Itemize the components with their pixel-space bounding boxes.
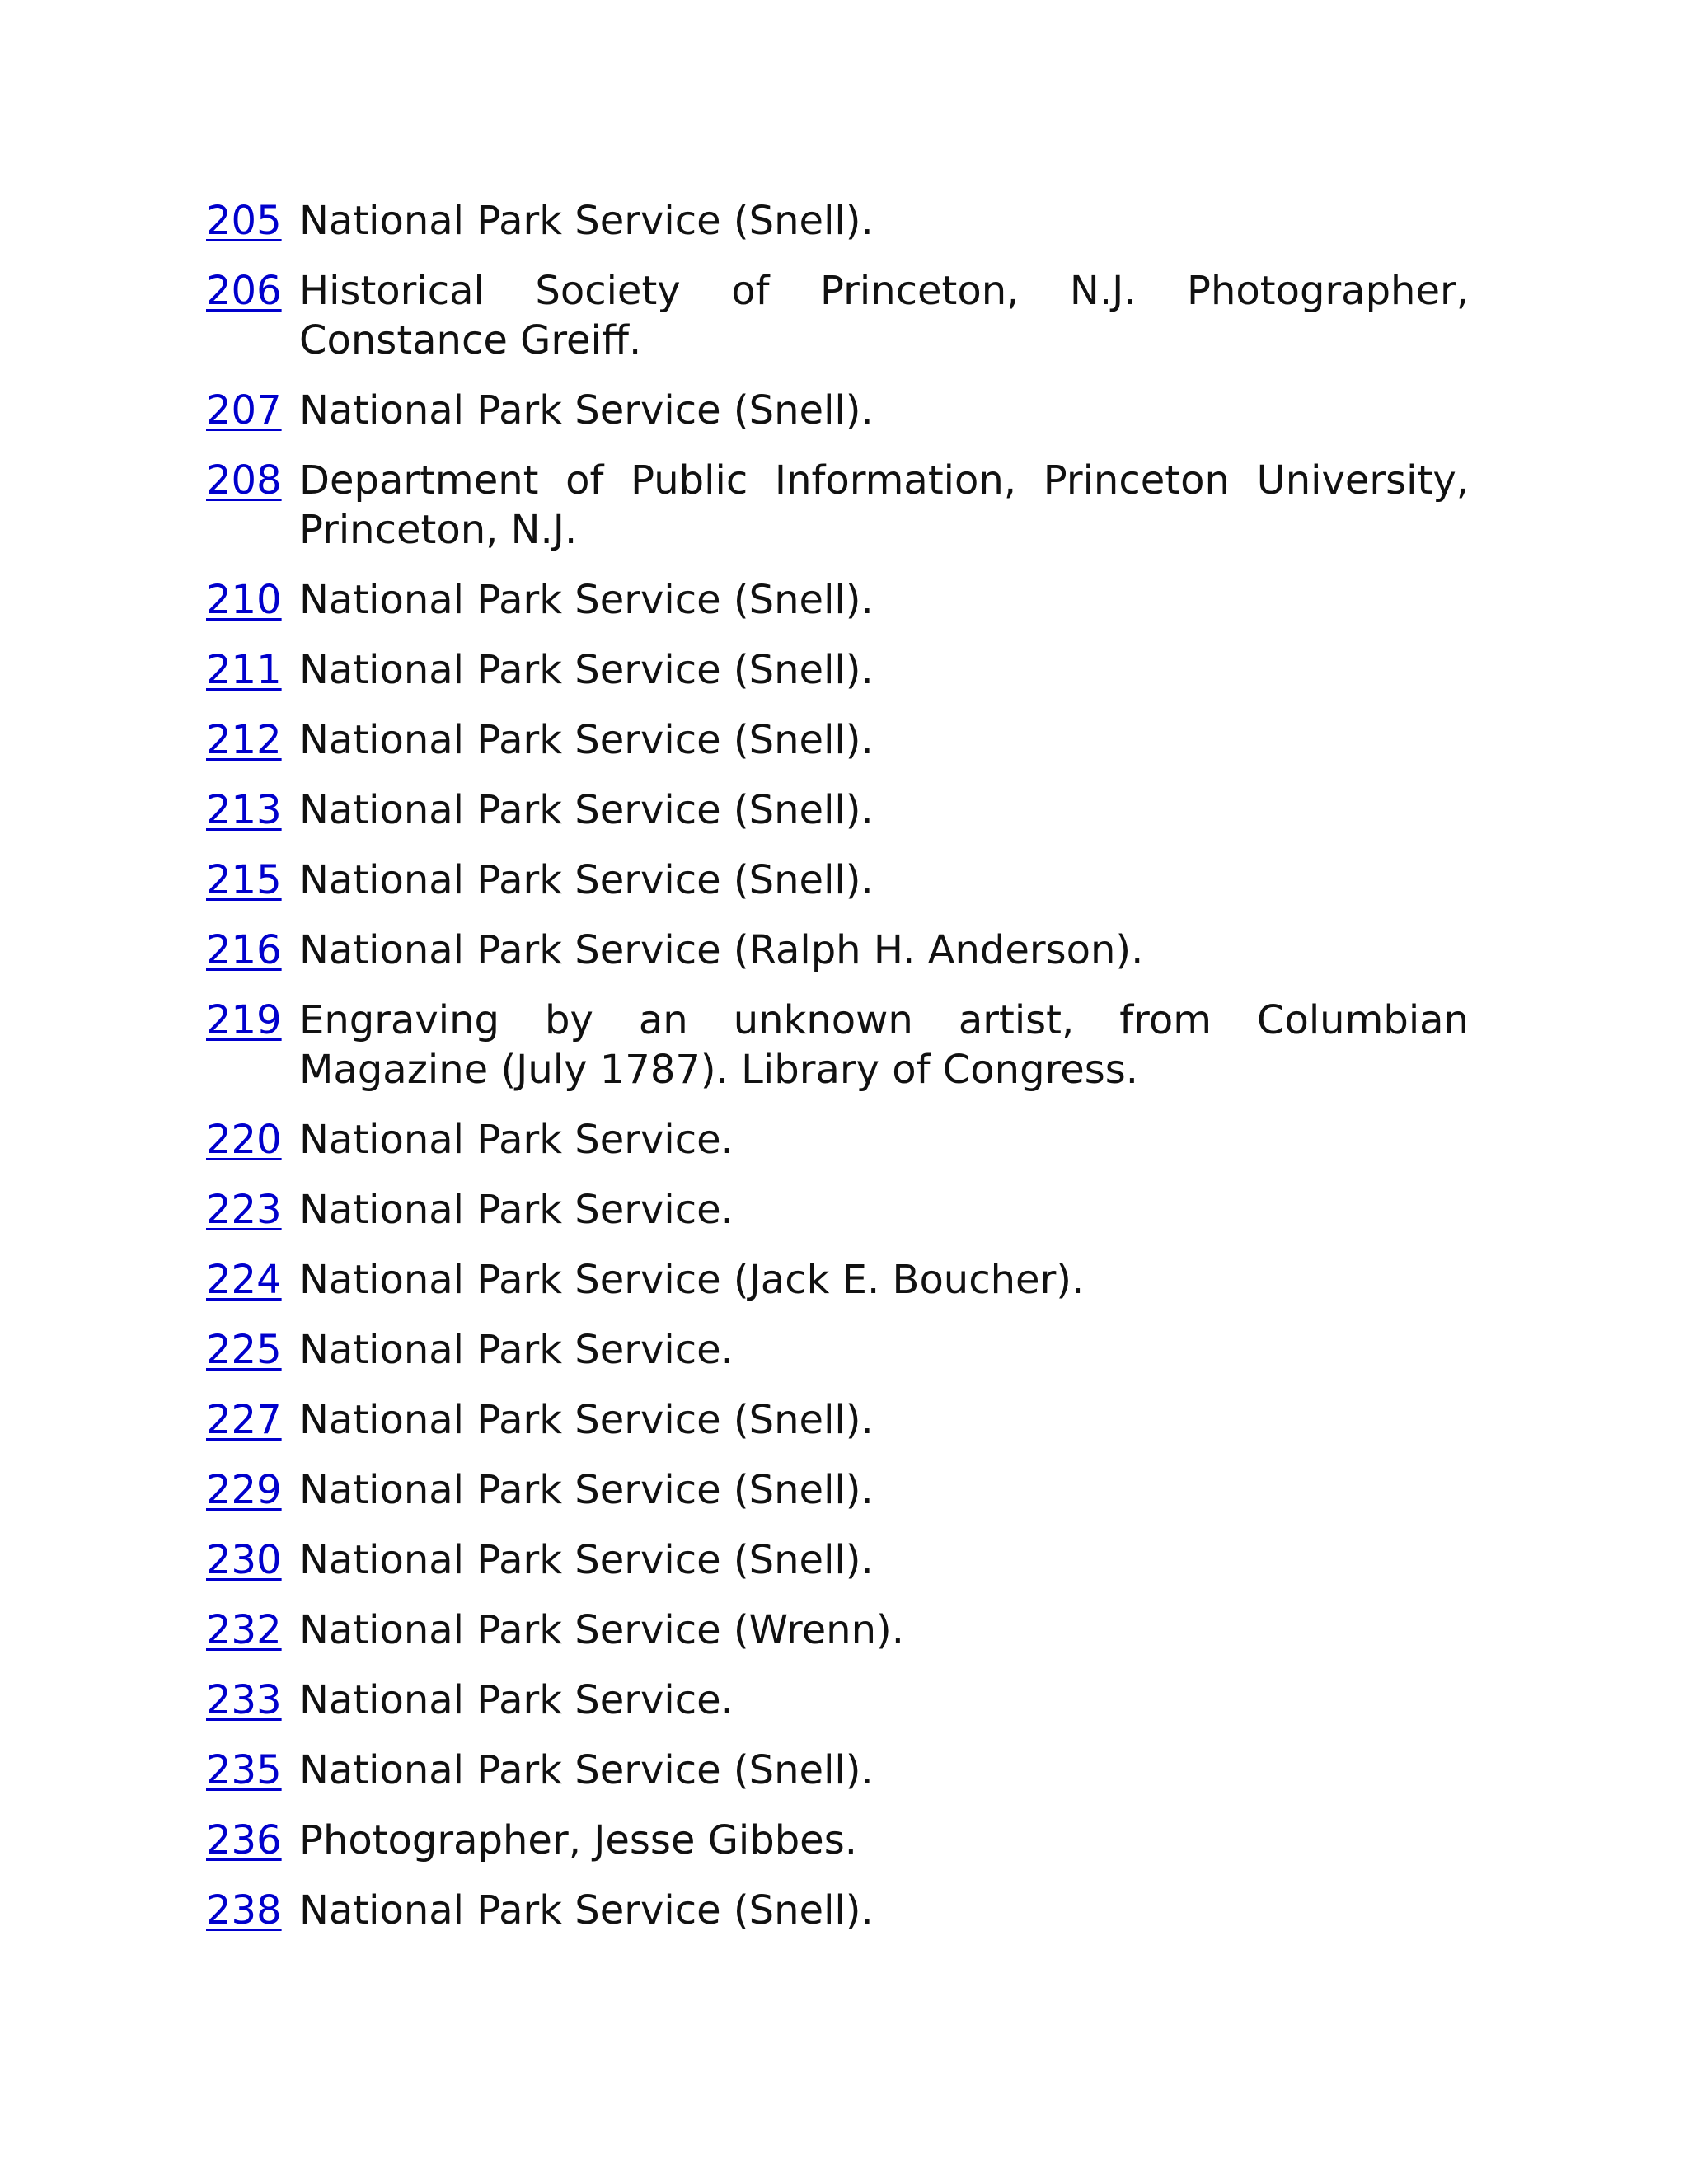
credit-entry bbox=[206, 1675, 1469, 1725]
credit-entry bbox=[206, 1185, 1469, 1235]
page-link[interactable]: 210 bbox=[206, 577, 282, 623]
page-link[interactable]: 206 bbox=[206, 268, 282, 314]
page-link[interactable]: 233 bbox=[206, 1677, 282, 1723]
credit-text: Historical Society of Princeton, N.J. Photographer, Constance Greiff. bbox=[299, 268, 1469, 363]
page-link[interactable]: 236 bbox=[206, 1817, 282, 1863]
page-link[interactable]: 220 bbox=[206, 1117, 282, 1163]
credit-text: National Park Service. bbox=[299, 1117, 734, 1163]
credit-entry bbox=[206, 1816, 1469, 1865]
credit-text: National Park Service (Jack E. Boucher). bbox=[299, 1257, 1085, 1303]
credit-text: National Park Service (Ralph H. Anderson). bbox=[299, 927, 1144, 973]
page-link[interactable]: 223 bbox=[206, 1187, 282, 1233]
credit-text: National Park Service (Snell). bbox=[299, 857, 874, 903]
page-link[interactable]: 212 bbox=[206, 717, 282, 763]
credit-entry bbox=[206, 1115, 1469, 1165]
credit-entry bbox=[206, 1605, 1469, 1655]
credit-text: Department of Public Information, Princeton University, Princeton, N.J. bbox=[299, 457, 1469, 553]
credit-text: National Park Service (Wrenn). bbox=[299, 1607, 904, 1653]
page-link[interactable]: 230 bbox=[206, 1537, 282, 1583]
credit-text: National Park Service (Snell). bbox=[299, 717, 874, 763]
credit-text: National Park Service. bbox=[299, 1327, 734, 1373]
credit-text: National Park Service. bbox=[299, 1677, 734, 1723]
page-link[interactable]: 224 bbox=[206, 1257, 282, 1303]
credit-text: National Park Service (Snell). bbox=[299, 198, 874, 244]
credit-entry bbox=[206, 996, 1469, 1094]
credit-entry bbox=[206, 1886, 1469, 1935]
credit-entry bbox=[206, 785, 1469, 835]
credit-entry bbox=[206, 1746, 1469, 1795]
credits-list bbox=[206, 196, 1469, 1956]
credit-entry bbox=[206, 266, 1469, 365]
page-link[interactable]: 215 bbox=[206, 857, 282, 903]
page-link[interactable]: 208 bbox=[206, 457, 282, 504]
page-link[interactable]: 205 bbox=[206, 198, 282, 244]
credit-entry bbox=[206, 386, 1469, 435]
page-link[interactable]: 216 bbox=[206, 927, 282, 973]
credit-text: National Park Service (Snell). bbox=[299, 1467, 874, 1513]
credit-entry bbox=[206, 855, 1469, 905]
credit-text: National Park Service (Snell). bbox=[299, 787, 874, 833]
credit-entry bbox=[206, 575, 1469, 625]
page-link[interactable]: 227 bbox=[206, 1397, 282, 1443]
credit-entry bbox=[206, 645, 1469, 695]
page-link[interactable]: 207 bbox=[206, 387, 282, 434]
credit-entry bbox=[206, 1465, 1469, 1515]
page-link[interactable]: 213 bbox=[206, 787, 282, 833]
credit-text: National Park Service (Snell). bbox=[299, 387, 874, 434]
credit-text: National Park Service (Snell). bbox=[299, 1887, 874, 1933]
credit-text: National Park Service (Snell). bbox=[299, 647, 874, 693]
page-link[interactable]: 225 bbox=[206, 1327, 282, 1373]
credit-text: National Park Service (Snell). bbox=[299, 1747, 874, 1793]
credit-entry bbox=[206, 926, 1469, 975]
credit-entry bbox=[206, 1535, 1469, 1585]
credit-text: Photographer, Jesse Gibbes. bbox=[299, 1817, 857, 1863]
credit-entry bbox=[206, 715, 1469, 765]
credit-entry bbox=[206, 1325, 1469, 1375]
page-link[interactable]: 211 bbox=[206, 647, 282, 693]
page-link[interactable]: 229 bbox=[206, 1467, 282, 1513]
credit-text: National Park Service (Snell). bbox=[299, 1537, 874, 1583]
credit-entry bbox=[206, 1395, 1469, 1445]
credit-entry bbox=[206, 196, 1469, 246]
page-link[interactable]: 238 bbox=[206, 1887, 282, 1933]
credit-text: National Park Service (Snell). bbox=[299, 577, 874, 623]
credit-text: National Park Service. bbox=[299, 1187, 734, 1233]
credit-entry bbox=[206, 456, 1469, 555]
page-link[interactable]: 235 bbox=[206, 1747, 282, 1793]
page-link[interactable]: 232 bbox=[206, 1607, 282, 1653]
credit-text: Engraving by an unknown artist, from Columbian Magazine (July 1787). Library of Congress. bbox=[299, 997, 1469, 1093]
credit-entry bbox=[206, 1255, 1469, 1305]
page-link[interactable]: 219 bbox=[206, 997, 282, 1043]
credit-text: National Park Service (Snell). bbox=[299, 1397, 874, 1443]
